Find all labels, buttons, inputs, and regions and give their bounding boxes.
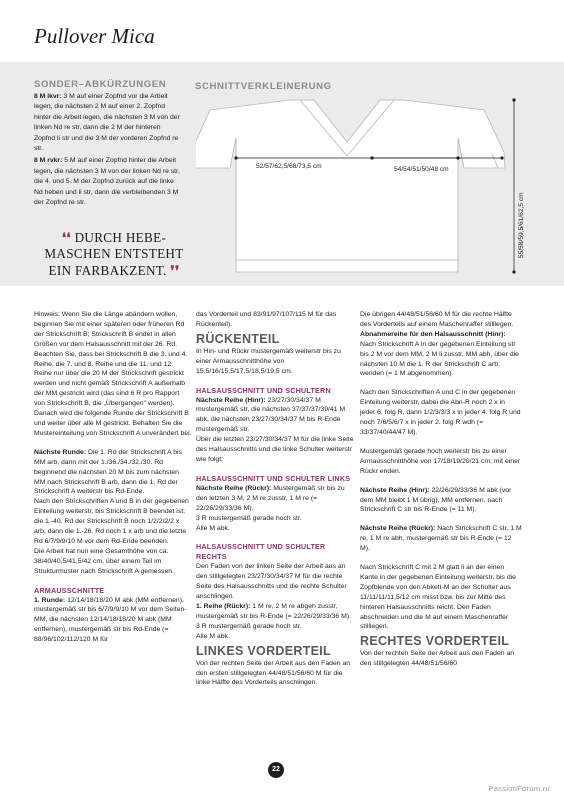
sweater-outline — [196, 100, 505, 272]
instruction-text: Die 1. Rd der Strickschrift A bis MM arb, dann mit der 1./36./34./32./30. Rd beginnend die nächsten 20 M bis zum nächsten MM nach Strickschrift B arb, dann die 1. Rd der Strickschrift A weiterstr bis Rd-Ende. — [34, 448, 182, 496]
section-heading-armholes: ARMAUSSCHNITTE — [34, 585, 105, 595]
instruction-term: Nächste Reihe (Rückr): — [196, 484, 272, 492]
abbreviations-box — [34, 79, 182, 208]
instruction-term: 1. Runde: — [34, 596, 66, 604]
pull-quote — [34, 230, 194, 279]
instruction-text: 23/27/30/34/37 M mustergemäß str, die nächsten 37/37/37/39/41 M abk, die nächsten 23/27/30/34/37 M bis R-Ende mustergemäß str. — [196, 396, 346, 434]
sweater-schematic — [196, 98, 536, 284]
paragraph: 3 R mustergemäß gerade hoch str. — [196, 514, 302, 522]
section-heading-right: HALSAUSSCHNITT UND SCHULTER RECHTS — [196, 542, 326, 562]
instruction-text: Nach Strickschrift C str, 1 M re, 1 M re abh, mustergemäß str bis R-Ende (= 12 M). — [360, 525, 522, 553]
paragraph — [196, 602, 354, 622]
paragraph — [360, 486, 522, 516]
paragraph: Alle M abk. — [196, 524, 230, 532]
paragraph: Nach den Strickschriften A und C in der gegebenen Einteilung weiterstr, dabei die Abn-R noch 2 x in jeder 6. folg R, dann 1/2/3/3/3 x in jeder 4. folg R und noch 7/6/5/6/7 x in jeder 2. folg R wdh (= 33/37/40/44/47 M). — [360, 389, 521, 436]
instruction-term: Nächste Reihe (Hinr): — [196, 396, 266, 404]
text-column-2 — [196, 310, 354, 688]
instruction-term: Nächste Reihe (Hinr): — [360, 486, 430, 494]
abbreviation-rkvr — [34, 156, 182, 208]
instruction-term: Abnahmereihe für den Halsausschnitt (Hinr): — [360, 330, 506, 338]
paragraph: Die übrigen 44/48/51/56/60 M für die rechte Hälfte des Vorderteils auf einem Maschenraffer stilllegen. — [360, 311, 514, 328]
sleeve-measurement: 54/54/51/50/48 cm — [394, 166, 449, 173]
open-quote-mark: ❛❛ — [61, 230, 71, 245]
paragraph — [196, 484, 354, 514]
section-heading-left-front: LINKES VORDERTEIL — [196, 643, 331, 658]
paragraph: Hinweis: Wenn Sie die Länge abändern wollen, beginnen Sie mit einer späteren oder früheren Rd der Strickschrift B; Strickschrift B endet in allen Größen vor dem Halsausschnitt mit der 26. Rd. — [34, 311, 185, 348]
abbreviation-lkvr — [34, 92, 182, 154]
paragraph — [360, 330, 522, 380]
paragraph: Mustergemäß gerade hoch weiterstr bis zu einer Armausschnitthöhe von 17/18/19/20/21 cm; mit einer Rückr enden. — [360, 447, 521, 475]
measure-point — [500, 156, 503, 159]
instruction-text: 12/14/18/18/20 M abk (MM entfernen), mustergemäß str bis 6/7/9/9/10 M vor dem Seiten-MM, die nächsten 12/14/18/18/20 M abk (MM entfernen), mustergemäß str bis Rd-Ende (= 88/96/102/112/120 M für — [34, 596, 187, 644]
paragraph: 3 R mustergemäß gerade hoch str. — [196, 622, 302, 630]
paragraph — [34, 448, 192, 498]
measure-point — [456, 156, 459, 159]
measure-point — [512, 270, 515, 273]
paragraph: Alle M abk. — [196, 632, 230, 640]
quote-line: MASCHEN ENTSTEHT — [44, 246, 184, 262]
paragraph — [196, 396, 354, 436]
page-title: Pullover Mica — [34, 24, 155, 48]
page-number: 22 — [268, 762, 284, 778]
quote-line: EIN FARBAKZENT. — [48, 262, 167, 278]
instruction-term: Nächste Runde: — [34, 448, 87, 456]
paragraph: Von der rechten Seite der Arbeit aus den Faden an den ersten stillgelegten 44/48/51/56/60 M für die linke Hälfte des Vorderteils anschlingen. — [196, 659, 351, 687]
abbreviation-text: 5 M auf einer Zopfnd hinter die Arbeit legen, die nächsten 3 M von der linken Nd re str, die 4. und 5. M der Zopfnd zurück auf die linke Nd heben und li str, dann die verbleibenden 3 M der Zopfnd re str. — [34, 157, 180, 207]
quote-line: DURCH HEBE- — [74, 230, 167, 245]
abbreviations-heading: SONDER–ABKÜRZUNGEN — [34, 79, 167, 90]
paragraph: das Vorderteil und 83/91/97/107/115 M für das Rückenteil). — [196, 311, 337, 328]
instruction-text: 1 M re, 2 M re abgeh zusstr, mustergemäß str bis R-Ende (= 22/26/29/33/36 M). — [196, 603, 352, 620]
instruction-text: Mustergemäß str bis zu den letzten 3 M, 2 M re zusstr, 1 M re (= 22/26/29/33/36 M). — [196, 484, 345, 512]
width-measurement: 52/57/62,5/68/73,5 cm — [256, 163, 322, 170]
paragraph: Nach Strickschrift C mit 2 M glatt li an der einen Kante in der gegebenen Einteilung weiterstr, bis die Zopfblende von den Abkett-M an der Schulter aus 11/11/11/11,5/12 cm misst bzw. bis zur Mitte des hinteren Halsausschnitts reicht. Den Faden abschneiden und die M auf einem Maschenraffer stilllegen. — [360, 564, 516, 631]
abbreviation-text: 3 M auf einer Zopfnd vor die Arbeit legen, die nächsten 2 M auf einer 2. Zopfnd hinter die Arbeit legen, die nächsten 3 M von der linken Nd re str, dann die 2 M der hinteren Zopfnd li str und die 3 M der vorderen Zopfnd re str. — [34, 93, 180, 153]
paragraph: Über die letzten 23/27/30/34/37 M für die linke Seite des Halsausschnitts und die linke Schulter weiterstr wie folgt: — [196, 436, 354, 463]
measure-point — [512, 98, 515, 101]
paragraph: Nach den Strickschriften A und B in der gegebenen Einteilung weiterstr, bis Strickschrift B beendet ist; die 1.-40. Rd der Strickschrift B noch 1/2/2/2/2 x arb, dann die 1.-26. Rd noch 1 x arb und die letzte Rd 6/7/9/9/10 M vor dem Rd-Ende beenden. — [34, 498, 189, 545]
instruction-term: Nächste Reihe (Rückr): — [360, 525, 436, 533]
paragraph: Die Arbeit hat nun eine Gesamthöhe von ca. 38/40/40,5/41,5/42 cm, über einem Teil im Strukturmuster nach Strickschrift A gemessen. — [34, 547, 174, 575]
section-heading-neck-shoulders: HALSAUSSCHNITT UND SCHULTERN — [196, 385, 331, 395]
schematic-heading: SCHNITTVERKLEINERUNG — [195, 81, 332, 92]
paragraph: In Hin- und Rückr mustergemäß weiterstr bis zu einer Armausschnitthöhe von 15,5/16/15,5/17,5/18,5/19,5 cm. — [196, 347, 341, 375]
watermark: PassionForum.ru — [488, 784, 550, 793]
abbreviation-term: 8 M lkvr: — [34, 93, 62, 100]
section-heading-left: HALSAUSSCHNITT UND SCHULTER LINKS — [196, 473, 351, 483]
text-column-1 — [34, 310, 192, 645]
instruction-text: Nach Strickschrift A in der gegebenen Einteilung str bis 2 M vor dem MM, 2 M li zusstr, MM abh, über die nächsten 10 M die 1. R der Strickschrift C arb; wenden (= 1 M abgenommen). — [360, 340, 519, 378]
paragraph: Von der rechten Seite der Arbeit aus den Faden an den stillgelegten 44/48/51/56/60 — [360, 650, 515, 668]
text-column-3 — [360, 310, 522, 669]
abbreviation-term: 8 M rvkr: — [34, 157, 63, 165]
section-heading-right-front: RECHTES VORDERTEIL — [360, 634, 510, 649]
paragraph: Beachten Sie, dass bei Strickschrift B die 3. und 4. Reihe, die 7. und 8. Reihe und die 11. und 12. Reihe nur über die 20 M der Strickschrift gestrickt werden und nicht gemäß Strickschrift A außerhalb der MM gestrickt wird (das sind 6 R pro Rapport von Strickschrift B, die „Übergangen" werden). Danach wird die folgende Runde der Strickschrift B und weiter über alle M gestrickt. Behalten Sie die Mustereinteilung von Strickschrift A unverändert bei. — [34, 350, 192, 437]
paragraph — [34, 596, 192, 646]
close-quote-mark: ❜❜ — [170, 262, 180, 278]
paragraph — [360, 524, 522, 554]
instruction-term: 1. Reihe (Rückr): — [196, 603, 251, 611]
measure-point — [370, 156, 373, 159]
instruction-text: 22/26/29/33/36 M abk (vor dem MM bleibt 1 M übrig), MM entfernen, nach Strickschrift C str bis R-Ende (= 11 M). — [360, 486, 512, 514]
length-measurement: 55/58/59,5/61/62,5 cm — [518, 192, 525, 258]
paragraph: Den Faden von der linken Seite der Arbeit aus an den stillgelegten 23/27/30/34/37 M für die rechte Seite des Halsausschnitts und die rechte Schulter anschlingen. — [196, 563, 347, 601]
section-heading-back: RÜCKENTEIL — [196, 331, 280, 346]
measure-point — [234, 156, 237, 159]
